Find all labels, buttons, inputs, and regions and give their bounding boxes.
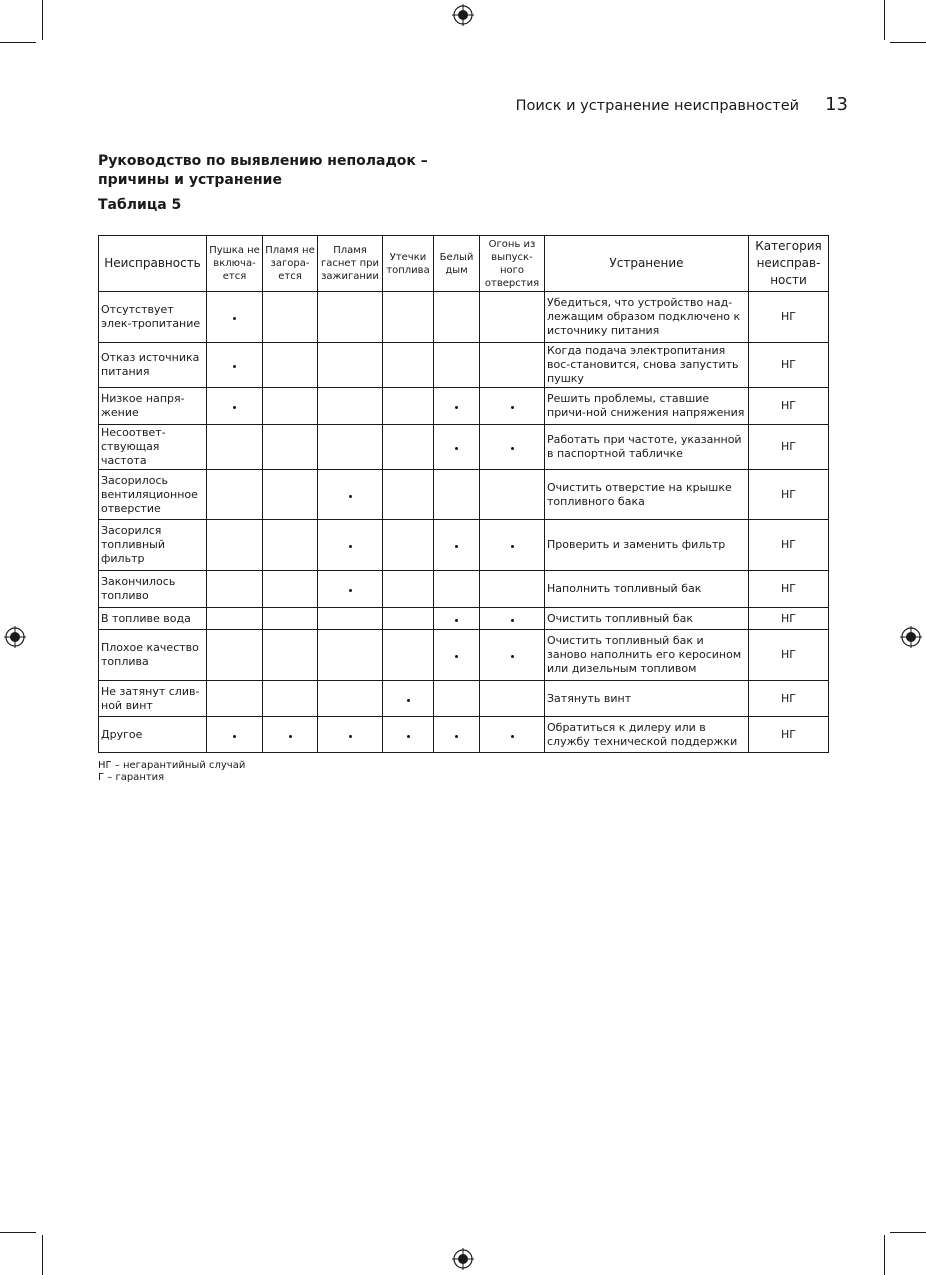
symptom-cell: [207, 717, 263, 753]
symptom-cell: [434, 717, 480, 753]
symptom-cell: [318, 388, 383, 425]
fault-cell: Закончилось топливо: [99, 571, 207, 608]
symptom-cell: [383, 425, 434, 470]
symptom-cell: [383, 470, 434, 520]
symptom-cell: [434, 470, 480, 520]
registration-mark-icon: [900, 626, 922, 648]
bullet-mark-icon: [349, 735, 352, 738]
symptom-cell: [383, 681, 434, 717]
category-cell: НГ: [749, 717, 829, 753]
remedy-cell: Очистить топливный бак и заново наполнить его керосином или дизельным топливом: [545, 630, 749, 681]
crop-mark: [890, 1232, 926, 1233]
symptom-cell: [480, 520, 545, 571]
symptom-cell: [263, 717, 318, 753]
table-caption: Таблица 5: [98, 197, 182, 213]
bullet-mark-icon: [349, 589, 352, 592]
column-header: Пламя гаснет при зажигании: [318, 236, 383, 292]
symptom-cell: [263, 520, 318, 571]
column-header: Огонь из выпуск-ного отверстия: [480, 236, 545, 292]
symptom-cell: [383, 608, 434, 630]
symptom-cell: [480, 292, 545, 343]
symptom-cell: [480, 388, 545, 425]
symptom-cell: [480, 425, 545, 470]
symptom-cell: [263, 571, 318, 608]
symptom-cell: [263, 470, 318, 520]
legend: [98, 760, 245, 784]
fault-cell: Отсутствует элек-тропитание: [99, 292, 207, 343]
symptom-cell: [207, 343, 263, 388]
legend-item: Г – гарантия: [98, 772, 165, 783]
crop-mark: [0, 42, 36, 43]
symptom-cell: [318, 608, 383, 630]
table-row: [99, 608, 829, 630]
remedy-cell: Решить проблемы, ставшие причи-ной снижения напряжения: [545, 388, 749, 425]
bullet-mark-icon: [455, 447, 458, 450]
symptom-cell: [207, 608, 263, 630]
bullet-mark-icon: [511, 619, 514, 622]
fault-cell: Низкое напря-жение: [99, 388, 207, 425]
bullet-mark-icon: [455, 406, 458, 409]
bullet-mark-icon: [455, 619, 458, 622]
column-header: Неисправность: [99, 236, 207, 292]
symptom-cell: [434, 388, 480, 425]
symptom-cell: [480, 571, 545, 608]
bullet-mark-icon: [455, 545, 458, 548]
symptom-cell: [207, 571, 263, 608]
column-header: Категория неисправ-ности: [749, 236, 829, 292]
symptom-cell: [434, 425, 480, 470]
remedy-cell: Обратиться к дилеру или в службу технической поддержки: [545, 717, 749, 753]
symptom-cell: [383, 630, 434, 681]
column-header: Пламя не загора-ется: [263, 236, 318, 292]
remedy-cell: Затянуть винт: [545, 681, 749, 717]
page-number: 13: [825, 94, 848, 115]
symptom-cell: [263, 292, 318, 343]
category-cell: НГ: [749, 470, 829, 520]
symptom-cell: [434, 681, 480, 717]
fault-cell: Не затянут слив-ной винт: [99, 681, 207, 717]
bullet-mark-icon: [233, 365, 236, 368]
symptom-cell: [434, 292, 480, 343]
symptom-cell: [383, 343, 434, 388]
fault-cell: Засорилось вентиляционное отверстие: [99, 470, 207, 520]
remedy-cell: Когда подача электропитания вос-становится, снова запустить пушку: [545, 343, 749, 388]
symptom-cell: [207, 425, 263, 470]
crop-mark: [42, 1235, 43, 1275]
crop-mark: [884, 0, 885, 40]
fault-cell: В топливе вода: [99, 608, 207, 630]
bullet-mark-icon: [455, 655, 458, 658]
category-cell: НГ: [749, 608, 829, 630]
running-header: [516, 94, 848, 115]
symptom-cell: [207, 388, 263, 425]
bullet-mark-icon: [511, 545, 514, 548]
symptom-cell: [318, 630, 383, 681]
symptom-cell: [318, 292, 383, 343]
symptom-cell: [318, 681, 383, 717]
bullet-mark-icon: [233, 735, 236, 738]
fault-cell: Засорился топливный фильтр: [99, 520, 207, 571]
bullet-mark-icon: [233, 406, 236, 409]
remedy-cell: Наполнить топливный бак: [545, 571, 749, 608]
column-header: Белый дым: [434, 236, 480, 292]
category-cell: НГ: [749, 571, 829, 608]
symptom-cell: [434, 630, 480, 681]
crop-mark: [0, 1232, 36, 1233]
bullet-mark-icon: [289, 735, 292, 738]
table-row: [99, 388, 829, 425]
legend-item: НГ – негарантийный случай: [98, 760, 246, 771]
column-header: Пушка не включа-ется: [207, 236, 263, 292]
symptom-cell: [207, 630, 263, 681]
symptom-cell: [480, 717, 545, 753]
remedy-cell: Очистить топливный бак: [545, 608, 749, 630]
symptom-cell: [318, 717, 383, 753]
table-row: [99, 292, 829, 343]
table-row: [99, 520, 829, 571]
bullet-mark-icon: [407, 699, 410, 702]
page-title: Руководство по выявлению неполадок – причины и устранение: [98, 153, 428, 188]
symptom-cell: [480, 608, 545, 630]
symptom-cell: [318, 425, 383, 470]
table-row: [99, 681, 829, 717]
symptom-cell: [383, 520, 434, 571]
fault-cell: Другое: [99, 717, 207, 753]
symptom-cell: [207, 520, 263, 571]
bullet-mark-icon: [511, 735, 514, 738]
registration-mark-icon: [452, 4, 474, 26]
symptom-cell: [207, 292, 263, 343]
remedy-cell: Проверить и заменить фильтр: [545, 520, 749, 571]
table-row: [99, 343, 829, 388]
troubleshooting-table: [98, 235, 829, 753]
registration-mark-icon: [4, 626, 26, 648]
bullet-mark-icon: [349, 495, 352, 498]
registration-mark-icon: [452, 1248, 474, 1270]
symptom-cell: [434, 608, 480, 630]
remedy-cell: Убедиться, что устройство над-лежащим образом подключено к источнику питания: [545, 292, 749, 343]
category-cell: НГ: [749, 681, 829, 717]
category-cell: НГ: [749, 388, 829, 425]
bullet-mark-icon: [349, 545, 352, 548]
symptom-cell: [434, 520, 480, 571]
fault-cell: Несоответ-ствующая частота: [99, 425, 207, 470]
symptom-cell: [263, 608, 318, 630]
crop-mark: [890, 42, 926, 43]
symptom-cell: [383, 571, 434, 608]
remedy-cell: Работать при частоте, указанной в паспортной табличке: [545, 425, 749, 470]
bullet-mark-icon: [511, 406, 514, 409]
table-header-row: [99, 236, 829, 292]
category-cell: НГ: [749, 630, 829, 681]
symptom-cell: [480, 681, 545, 717]
bullet-mark-icon: [407, 735, 410, 738]
symptom-cell: [318, 571, 383, 608]
symptom-cell: [383, 388, 434, 425]
symptom-cell: [207, 470, 263, 520]
table-row: [99, 425, 829, 470]
table-row: [99, 717, 829, 753]
section-title: Поиск и устранение неисправностей: [515, 98, 800, 114]
remedy-cell: Очистить отверстие на крышке топливного бака: [545, 470, 749, 520]
bullet-mark-icon: [455, 735, 458, 738]
symptom-cell: [434, 343, 480, 388]
fault-cell: Плохое качество топлива: [99, 630, 207, 681]
symptom-cell: [383, 292, 434, 343]
fault-cell: Отказ источника питания: [99, 343, 207, 388]
symptom-cell: [383, 717, 434, 753]
symptom-cell: [318, 520, 383, 571]
category-cell: НГ: [749, 292, 829, 343]
symptom-cell: [480, 343, 545, 388]
crop-mark: [884, 1235, 885, 1275]
symptom-cell: [263, 388, 318, 425]
symptom-cell: [480, 630, 545, 681]
bullet-mark-icon: [511, 447, 514, 450]
bullet-mark-icon: [511, 655, 514, 658]
symptom-cell: [318, 343, 383, 388]
column-header: Устранение: [545, 236, 749, 292]
symptom-cell: [263, 681, 318, 717]
bullet-mark-icon: [233, 317, 236, 320]
category-cell: НГ: [749, 425, 829, 470]
symptom-cell: [207, 681, 263, 717]
column-header: Утечки топлива: [383, 236, 434, 292]
symptom-cell: [318, 470, 383, 520]
symptom-cell: [480, 470, 545, 520]
category-cell: НГ: [749, 520, 829, 571]
symptom-cell: [263, 425, 318, 470]
symptom-cell: [263, 343, 318, 388]
symptom-cell: [434, 571, 480, 608]
table-row: [99, 571, 829, 608]
category-cell: НГ: [749, 343, 829, 388]
symptom-cell: [263, 630, 318, 681]
table-row: [99, 630, 829, 681]
table-row: [99, 470, 829, 520]
crop-mark: [42, 0, 43, 40]
